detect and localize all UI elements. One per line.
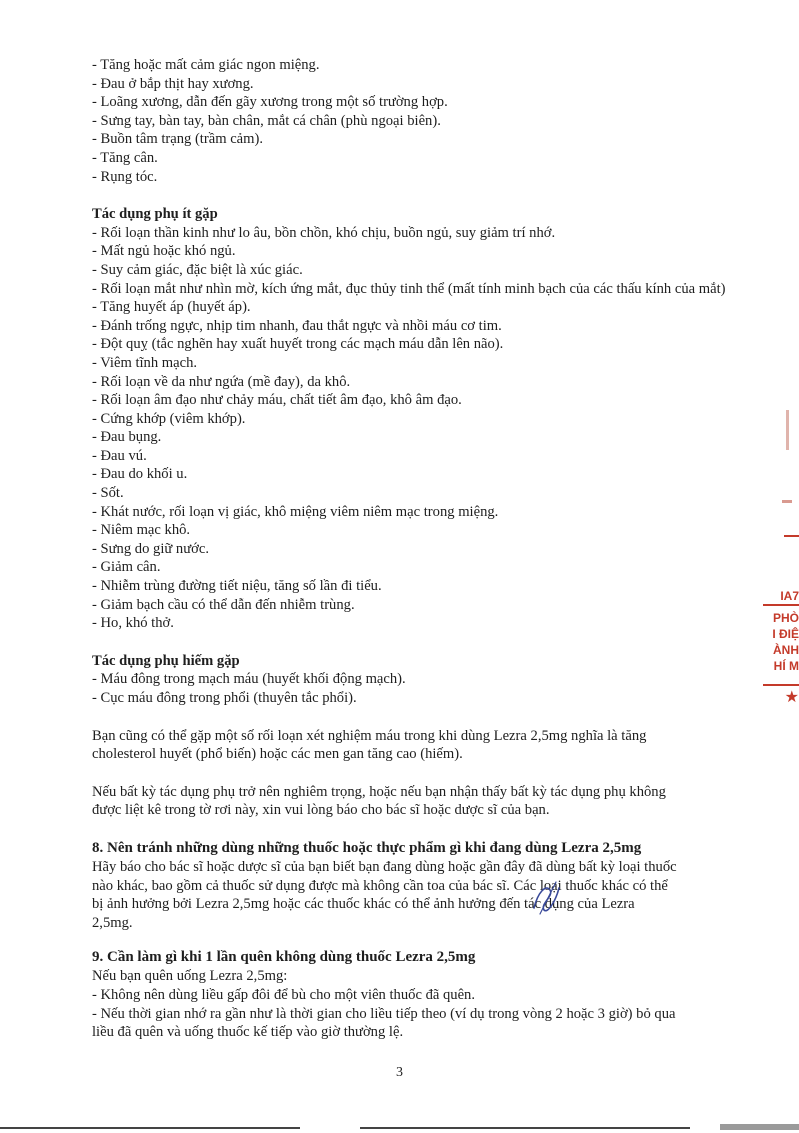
list-item: - Niêm mạc khô. bbox=[92, 522, 191, 539]
list-item: - Sốt. bbox=[92, 485, 124, 502]
list-item: - Rối loạn thần kinh như lo âu, bồn chồn, khó chịu, buồn ngủ, suy giảm trí nhớ. bbox=[92, 224, 556, 241]
paragraph-line: Nếu bạn quên uống Lezra 2,5mg: bbox=[92, 968, 288, 985]
list-item: - Viêm tĩnh mạch. bbox=[92, 354, 198, 371]
list-item: - Đánh trống ngực, nhịp tim nhanh, đau thắt ngực và nhồi máu cơ tim. bbox=[92, 317, 502, 334]
seal-trace bbox=[786, 410, 789, 450]
seal-trace bbox=[784, 535, 799, 537]
seal-trace bbox=[782, 500, 792, 503]
list-item: - Đau do khối u. bbox=[92, 466, 188, 483]
list-item: - Ho, khó thở. bbox=[92, 615, 174, 632]
section-8 bbox=[92, 839, 764, 932]
scan-edge-line bbox=[0, 1127, 300, 1129]
rare-heading: Tác dụng phụ hiếm gặp bbox=[92, 652, 240, 669]
page-number: 3 bbox=[396, 1065, 403, 1080]
list-item: - Cứng khớp (viêm khớp). bbox=[92, 410, 246, 427]
uncommon-heading: Tác dụng phụ ít gặp bbox=[92, 206, 218, 223]
handwritten-initial-icon bbox=[526, 878, 566, 920]
paragraph-line: nào khác, bao gồm cả thuốc sử dụng được mà không cần toa của bác sĩ. Các loại thuốc khác có thể bbox=[92, 877, 668, 894]
paragraph-line: Hãy báo cho bác sĩ hoặc dược sĩ của bạn biết bạn đang dùng hoặc gần đây đã dùng bất kỳ loại thuốc bbox=[92, 858, 677, 875]
list-item: - Mất ngủ hoặc khó ngủ. bbox=[92, 243, 236, 260]
paragraph-line: được liệt kê trong tờ rơi này, xin vui lòng báo cho bác sĩ hoặc dược sĩ của bạn. bbox=[92, 802, 550, 819]
stamp-text: PHÒ bbox=[772, 611, 799, 625]
paragraph-line: - Nếu thời gian nhớ ra gần như là thời gian cho liều tiếp theo (ví dụ trong vòng 2 hoặc 3 giờ) bỏ qua bbox=[92, 1005, 676, 1022]
list-item: - Rối loạn mắt như nhìn mờ, kích ứng mắt, đục thủy tinh thể (mất tính minh bạch của các thấu kính của mắt) bbox=[92, 280, 726, 297]
list-item: - Loãng xương, dẫn đến gãy xương trong một số trường hợp. bbox=[92, 94, 448, 111]
scan-edge-line bbox=[360, 1127, 690, 1129]
list-item: - Suy cảm giác, đặc biệt là xúc giác. bbox=[92, 261, 303, 278]
list-item: - Khát nước, rối loạn vị giác, khô miệng viêm niêm mạc trong miệng. bbox=[92, 503, 499, 520]
scan-edge-mark bbox=[720, 1124, 799, 1130]
paragraph-line: liều đã quên và uống thuốc kế tiếp vào giờ thường lệ. bbox=[92, 1024, 404, 1041]
uncommon-side-effects bbox=[92, 205, 764, 633]
list-item: - Cục máu đông trong phổi (thuyên tắc phổi). bbox=[92, 690, 357, 706]
list-item: - Buồn tâm trạng (trầm cảm). bbox=[92, 131, 264, 148]
list-item: - Giảm cân. bbox=[92, 559, 161, 576]
list-item: - Đau ở bắp thịt hay xương. bbox=[92, 75, 254, 92]
document-page bbox=[92, 56, 764, 1042]
list-item: - Rối loạn âm đạo như chảy máu, chất tiết âm đạo, khô âm đạo. bbox=[92, 392, 462, 409]
section-8-title: 8. Nên tránh những dùng những thuốc hoặc thực phẩm gì khi đang dùng Lezra 2,5mg bbox=[92, 839, 642, 856]
paragraph-line: Nếu bất kỳ tác dụng phụ trở nên nghiêm trọng, hoặc nếu bạn nhận thấy bất kỳ tác dụng phụ không bbox=[92, 783, 666, 800]
list-item: - Sưng do giữ nước. bbox=[92, 540, 209, 557]
list-item: - Nhiễm trùng đường tiết niệu, tăng số lần đi tiểu. bbox=[92, 578, 382, 595]
stamp-text: IA7 bbox=[763, 588, 799, 606]
paragraph-line: Bạn cũng có thể gặp một số rối loạn xét nghiệm máu trong khi dùng Lezra 2,5mg nghĩa là tăng bbox=[92, 727, 647, 744]
paragraph-line: 2,5mg. bbox=[92, 914, 133, 931]
list-item: - Rụng tóc. bbox=[92, 168, 158, 185]
star-icon: ★ bbox=[763, 684, 799, 708]
side-effect-list-top bbox=[92, 56, 764, 186]
list-item: - Đau bụng. bbox=[92, 429, 162, 446]
list-item: - Sưng tay, bàn tay, bàn chân, mắt cá chân (phù ngoại biên). bbox=[92, 112, 441, 129]
list-item: - Tăng huyết áp (huyết áp). bbox=[92, 299, 251, 316]
paragraph-line: - Không nên dùng liều gấp đôi để bù cho một viên thuốc đã quên. bbox=[92, 986, 476, 1003]
stamp-text: HÍ M bbox=[773, 659, 799, 673]
section-9-title: 9. Cần làm gì khi 1 lần quên không dùng thuốc Lezra 2,5mg bbox=[92, 949, 476, 966]
list-item: - Đột quỵ (tắc nghẽn hay xuất huyết trong các mạch máu dẫn lên não). bbox=[92, 336, 504, 353]
list-item: - Máu đông trong mạch máu (huyết khối động mạch). bbox=[92, 671, 406, 688]
section-9 bbox=[92, 948, 764, 1041]
list-item: - Giảm bạch cầu có thể dẫn đến nhiễm trùng. bbox=[92, 596, 355, 613]
list-item: - Đau vú. bbox=[92, 447, 147, 464]
rare-side-effects bbox=[92, 652, 764, 708]
stamp-text: ÀNH bbox=[773, 643, 799, 657]
stamp-text: I ĐIỆ bbox=[772, 627, 799, 641]
paragraph-line: cholesterol huyết (phổ biến) hoặc các men gan tăng cao (hiếm). bbox=[92, 746, 463, 763]
list-item: - Rối loạn về da như ngứa (mề đay), da khô. bbox=[92, 373, 351, 390]
seal-stamp bbox=[763, 588, 799, 708]
lab-abnormalities-paragraph bbox=[92, 727, 764, 764]
list-item: - Tăng hoặc mất cảm giác ngon miệng. bbox=[92, 57, 320, 73]
report-paragraph bbox=[92, 783, 764, 820]
paragraph-line: bị ảnh hưởng bởi Lezra 2,5mg hoặc các thuốc khác có thể ảnh hưởng đến tác dụng của Lezra bbox=[92, 896, 635, 913]
list-item: - Tăng cân. bbox=[92, 149, 158, 166]
